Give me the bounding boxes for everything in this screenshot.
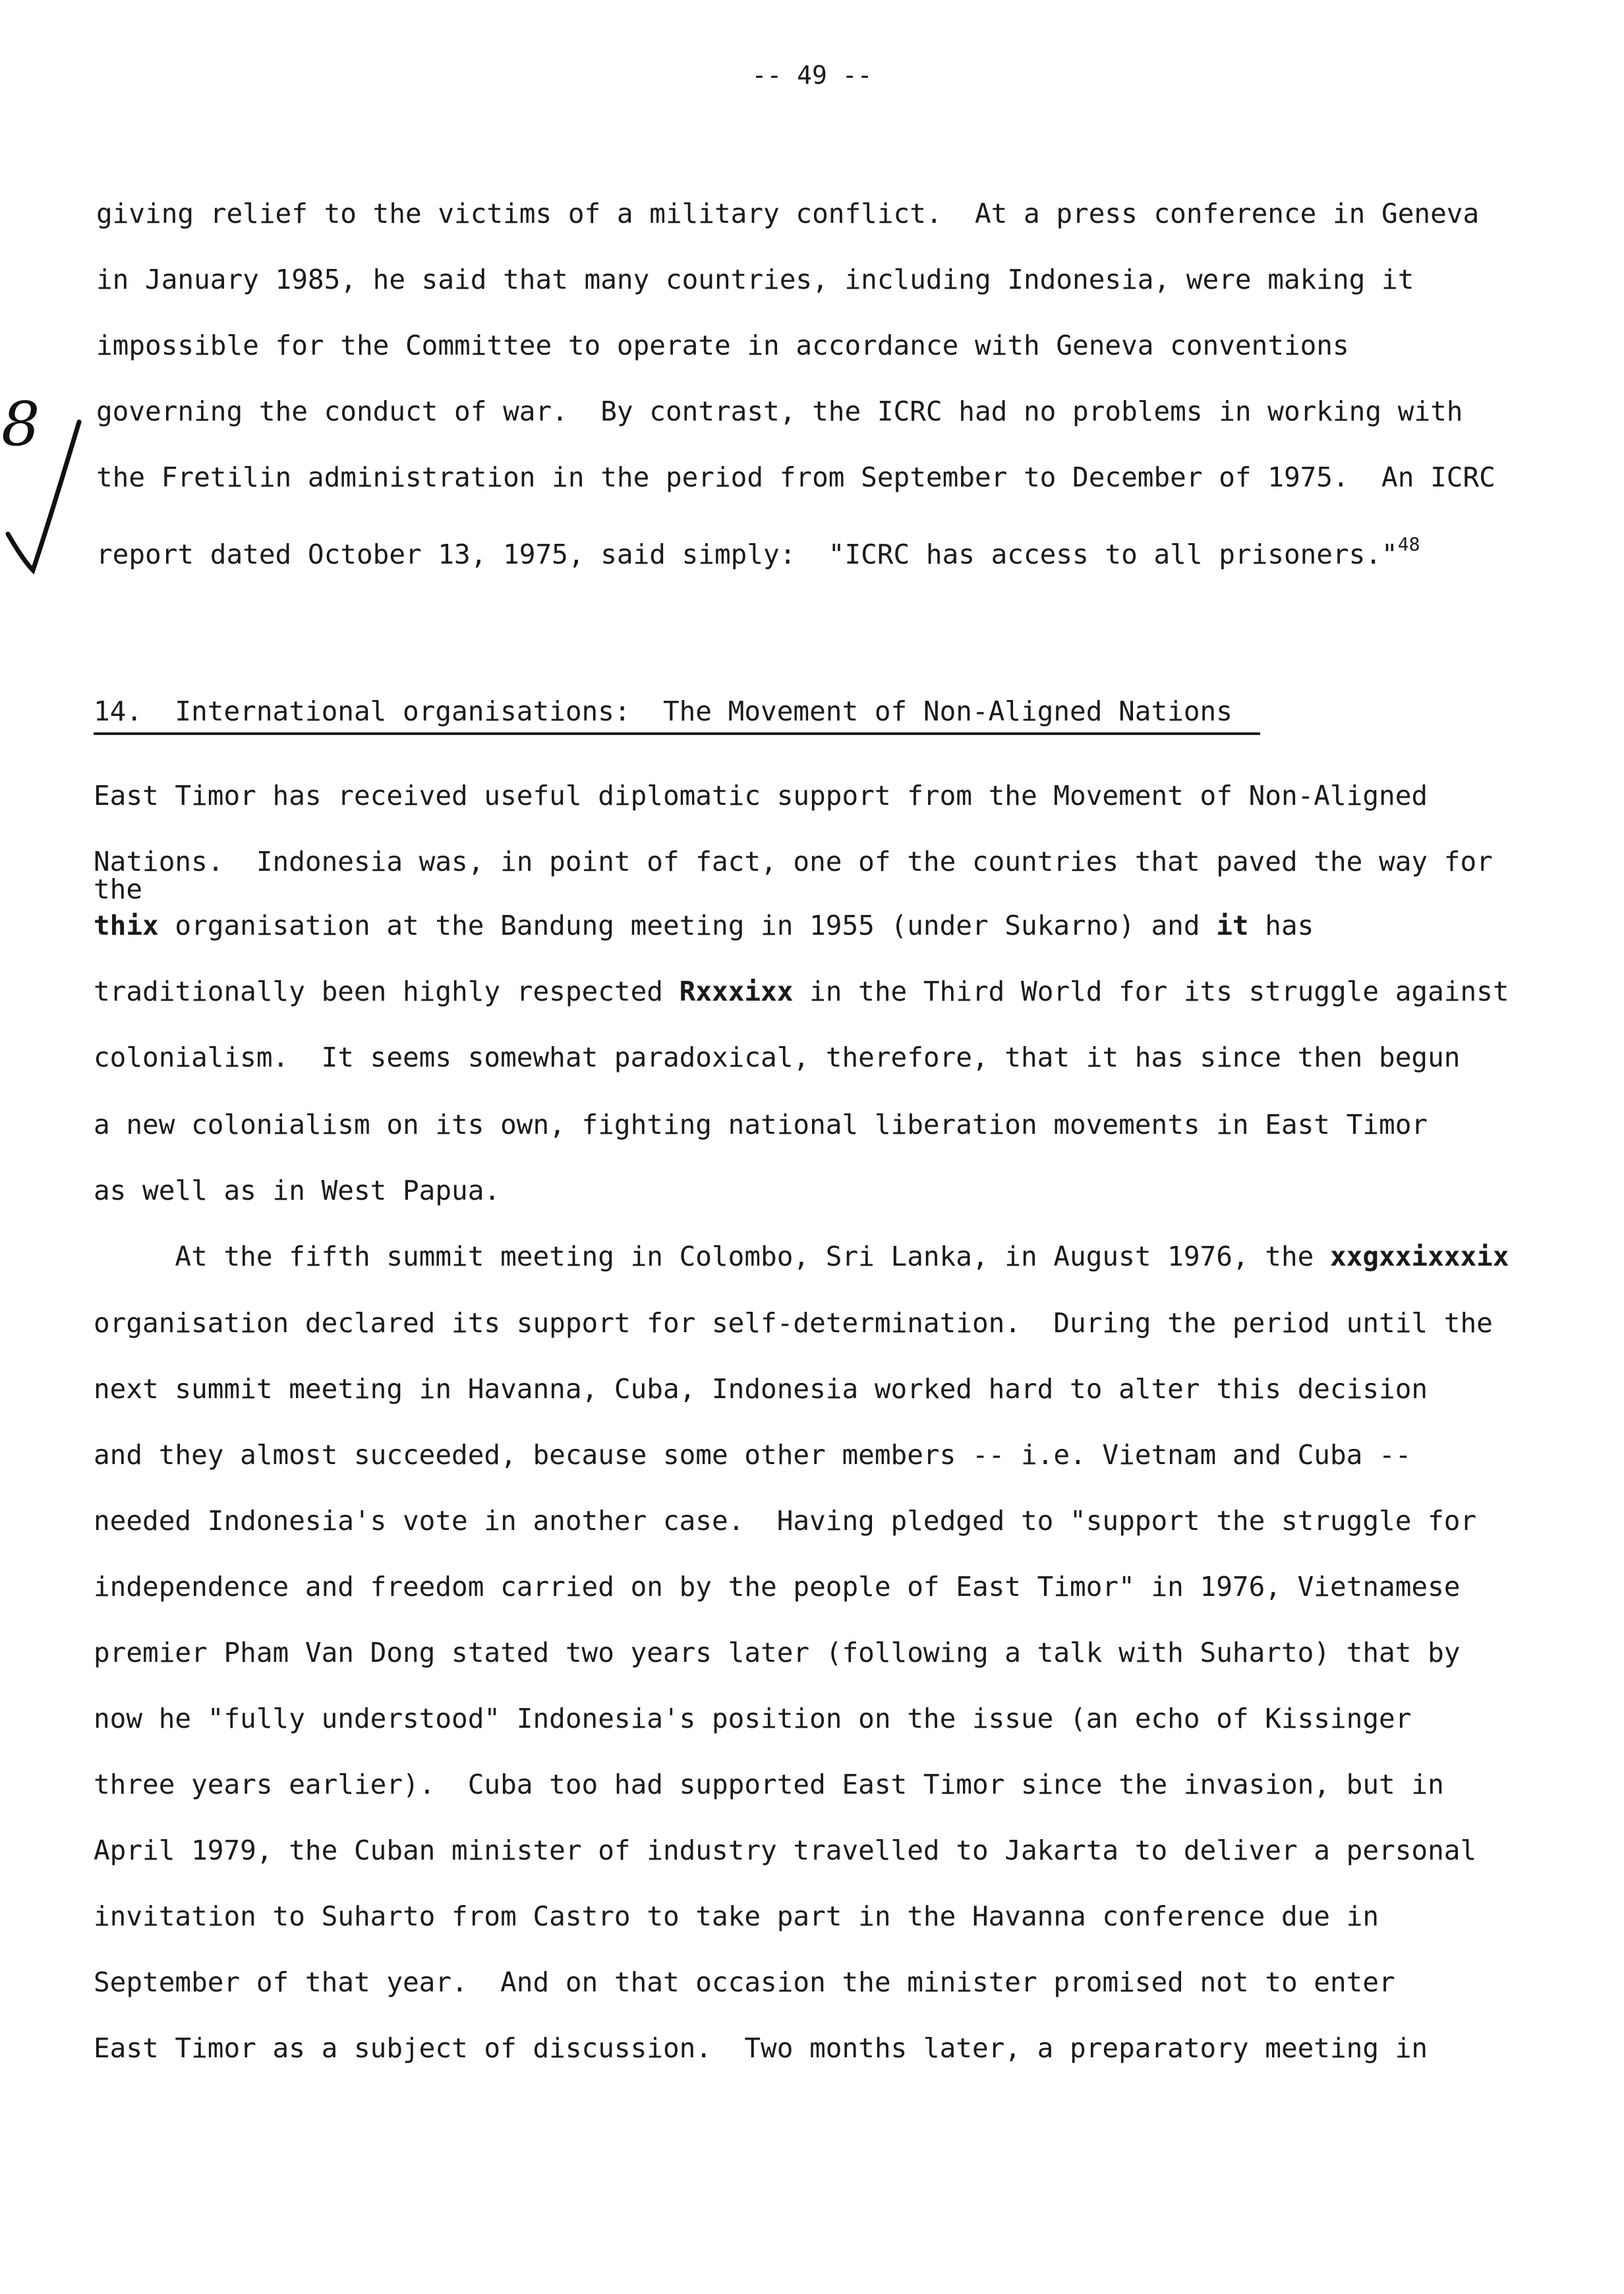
struck-text: Rxxxixx — [679, 976, 794, 1007]
text-line: needed Indonesia's vote in another case. Having pledged to "support the struggle for — [94, 1505, 1477, 1537]
text-line: Nations. Indonesia was, in point of fact, one of the countries that paved the way for — [94, 846, 1493, 877]
text-line: three years earlier). Cuba too had supported East Timor since the invasion, but in — [94, 1769, 1444, 1800]
struck-text: thix — [94, 910, 159, 941]
text-line: now he "fully understood" Indonesia's position on the issue (an echo of Kissinger — [94, 1703, 1412, 1734]
text-line: and they almost succeeded, because some other members -- i.e. Vietnam and Cuba -- — [94, 1439, 1412, 1471]
text-line: next summit meeting in Havanna, Cuba, Indonesia worked hard to alter this decision — [94, 1373, 1428, 1405]
struck-text: it — [1216, 910, 1249, 941]
text-line — [94, 1241, 1509, 1272]
text-line: governing the conduct of war. By contrast, the ICRC had no problems in working with — [96, 396, 1463, 427]
text-line: September of that year. And on that occasion the minister promised not to enter — [94, 1966, 1395, 1998]
text-segment: in the Third World for its struggle against — [793, 976, 1509, 1007]
text-line: independence and freedom carried on by the people of East Timor" in 1976, Vietnamese — [94, 1571, 1461, 1603]
text-line: April 1979, the Cuban minister of industry travelled to Jakarta to deliver a personal — [94, 1835, 1477, 1866]
text-segment: report dated October 13, 1975, said simply: "ICRC has access to all prisoners." — [96, 539, 1398, 570]
text-line: the — [94, 873, 143, 905]
text-line: colonialism. It seems somewhat paradoxical, therefore, that it has since then begun — [94, 1042, 1461, 1073]
text-line: organisation declared its support for self-determination. During the period until the — [94, 1307, 1493, 1339]
text-line: impossible for the Committee to operate in accordance with Geneva conventions — [96, 330, 1349, 361]
text-line: giving relief to the victims of a military conflict. At a press conference in Geneva — [96, 198, 1480, 229]
text-line: a new colonialism on its own, fighting national liberation movements in East Timor — [94, 1109, 1428, 1140]
text-line: East Timor as a subject of discussion. Two months later, a preparatory meeting in — [94, 2032, 1428, 2064]
text-line — [94, 910, 1314, 941]
text-segment: traditionally been highly respected — [94, 976, 680, 1007]
text-line: premier Pham Van Dong stated two years later (following a talk with Suharto) that by — [94, 1637, 1461, 1668]
footnote-reference: 48 — [1397, 533, 1420, 555]
text-segment: has — [1248, 910, 1314, 941]
text-line: invitation to Suharto from Castro to take part in the Havanna conference due in — [94, 1900, 1379, 1932]
text-line — [96, 529, 1420, 570]
margin-digit: 8 — [1, 389, 40, 459]
struck-text: xxgxxixxxix — [1330, 1241, 1509, 1272]
text-line: East Timor has received useful diplomatic support from the Movement of Non-Aligned — [94, 780, 1428, 811]
page-number: -- 49 -- — [751, 61, 873, 90]
text-line: in January 1985, he said that many countries, including Indonesia, were making it — [96, 264, 1414, 295]
text-line: the Fretilin administration in the period from September to December of 1975. An ICRC — [96, 461, 1495, 493]
text-line: as well as in West Papua. — [94, 1175, 501, 1206]
text-segment: At the fifth summit meeting in Colombo, Sri Lanka, in August 1976, the — [94, 1241, 1330, 1272]
text-line — [94, 976, 1509, 1007]
text-segment: organisation at the Bandung meeting in 1955 (under Sukarno) and — [158, 910, 1217, 941]
section-heading: 14. International organisations: The Movement of Non-Aligned Nations — [94, 695, 1260, 735]
handwritten-margin-mark — [0, 369, 92, 580]
